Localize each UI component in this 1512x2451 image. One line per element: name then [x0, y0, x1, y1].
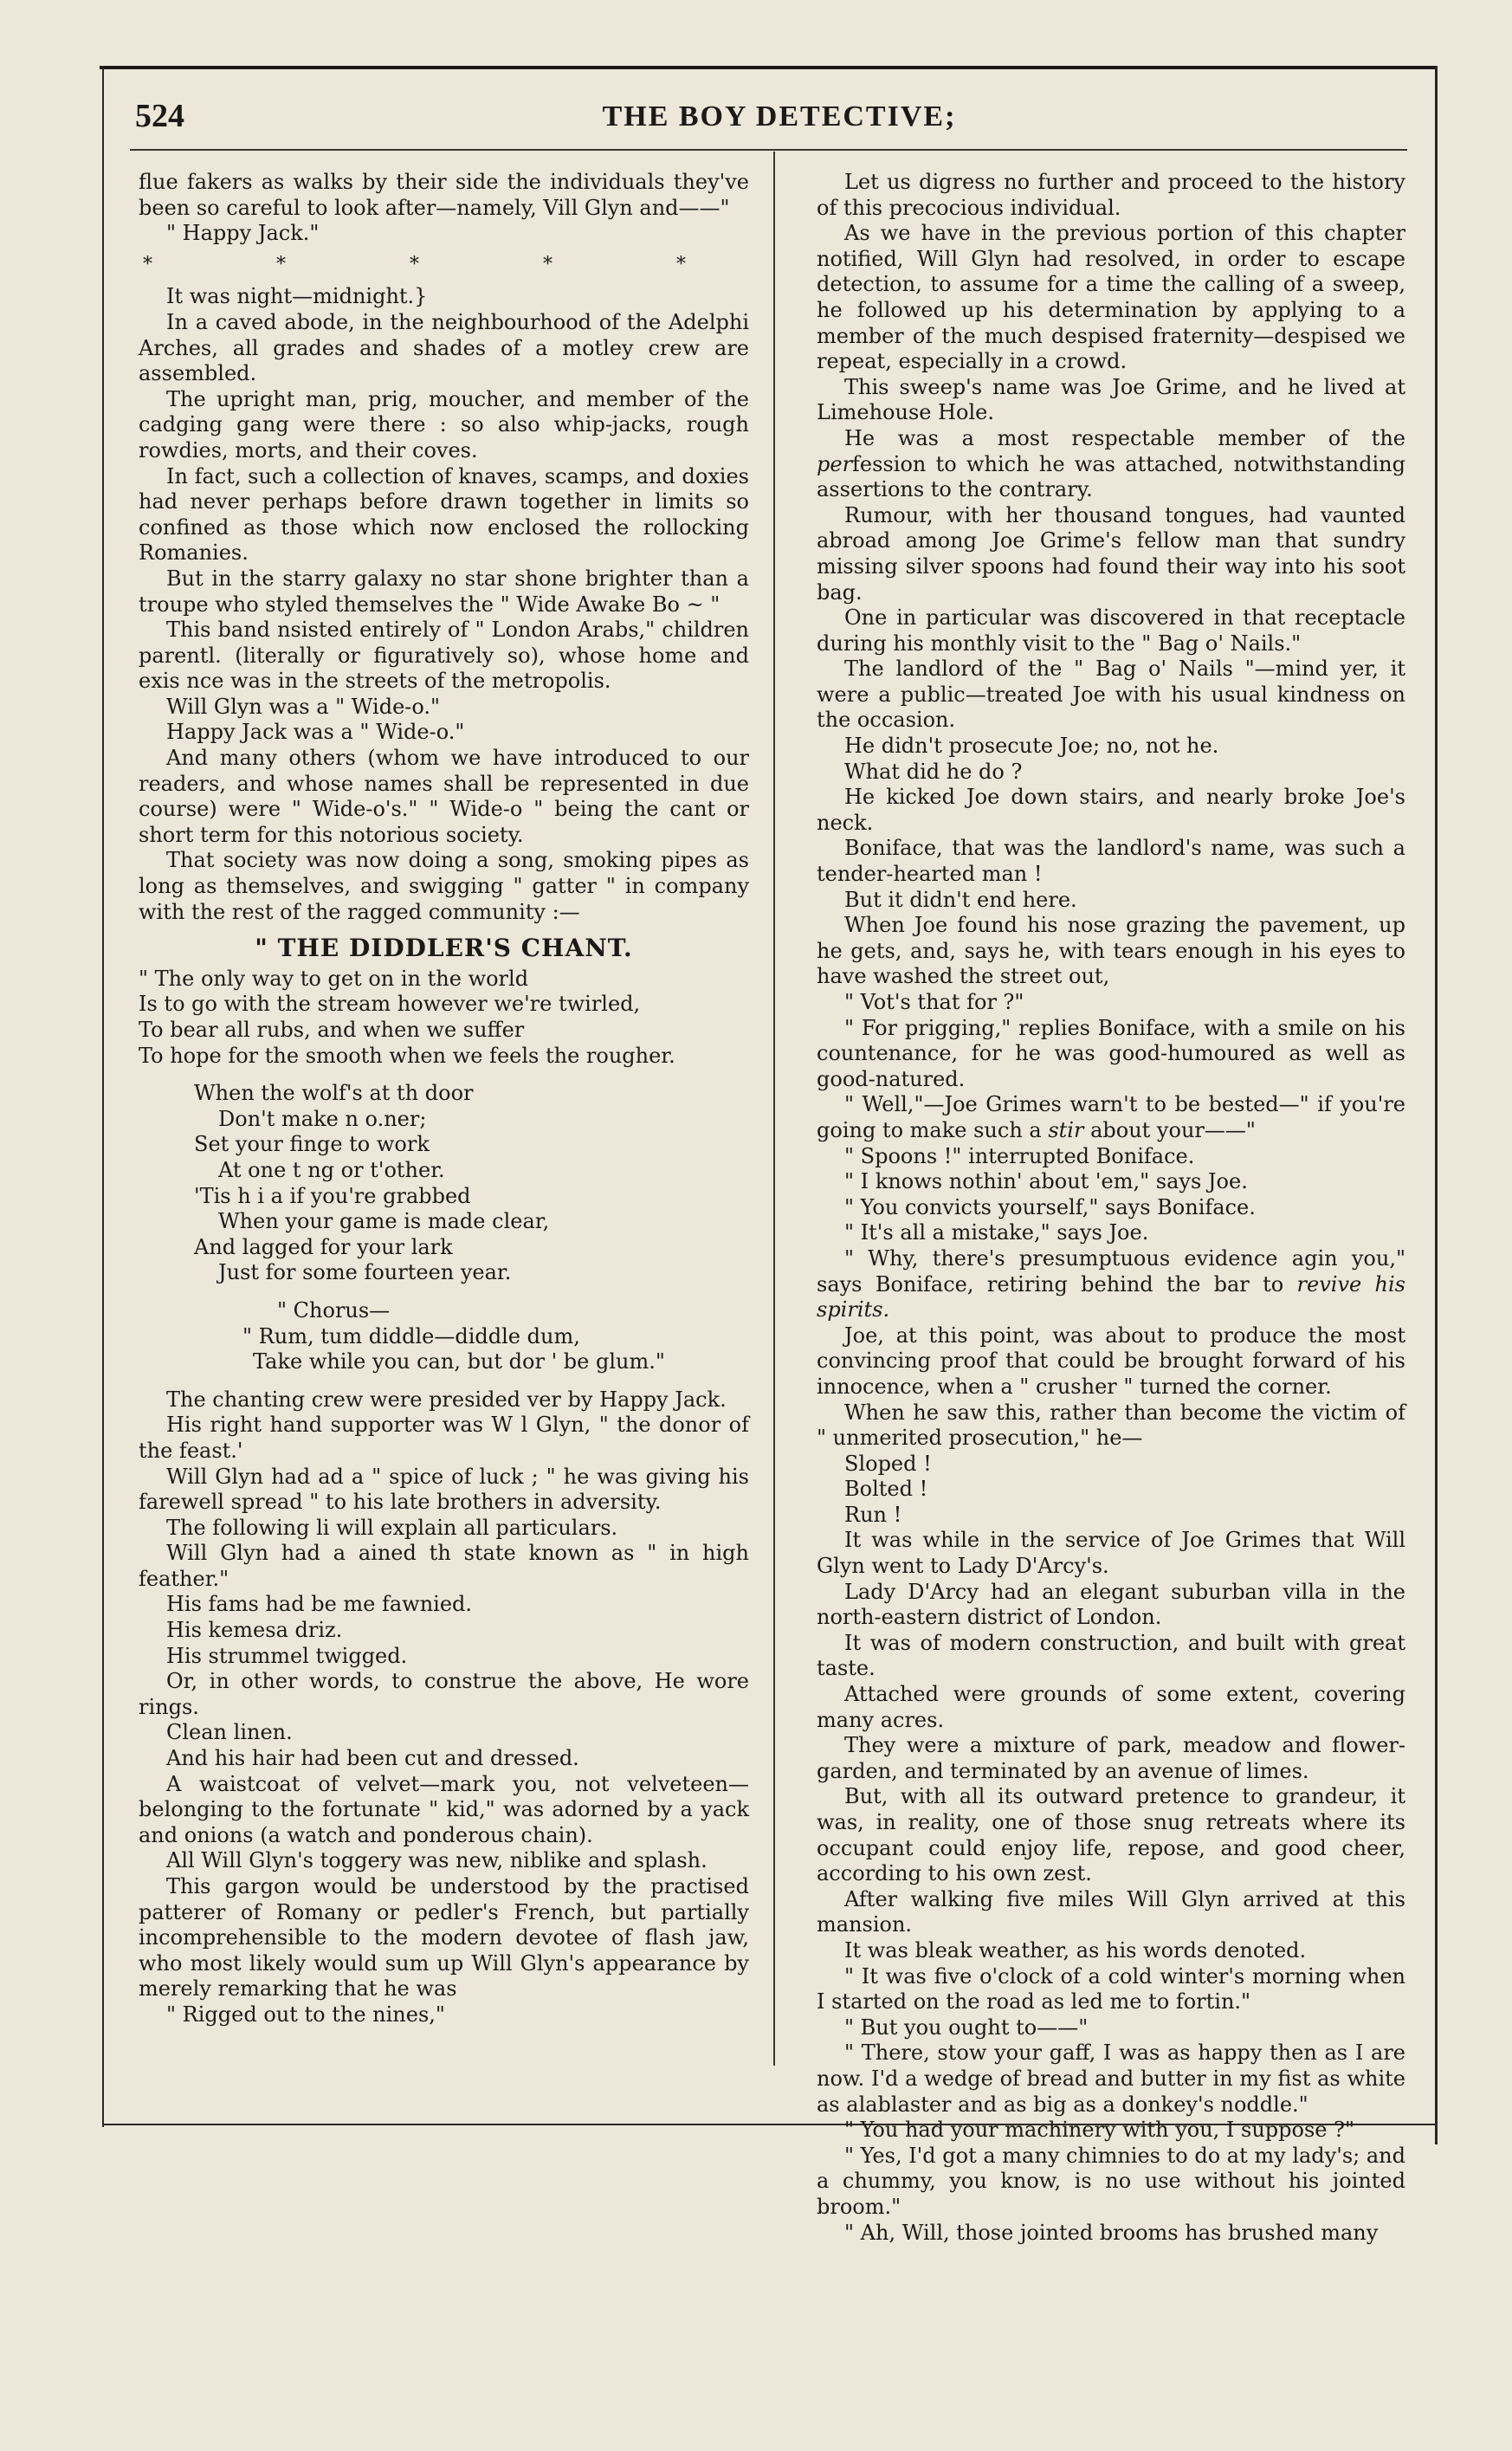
verse-line: Take while you can, but dor ' be glum."	[253, 1349, 665, 1374]
verse-line: 'Tis h i a if you're grabbed	[194, 1183, 471, 1208]
header-rule	[130, 149, 1407, 151]
paragraph: He kicked Joe down stairs, and nearly broke Joe's neck.	[817, 785, 1405, 835]
paragraph: His fams had be me fawnied.	[166, 1592, 473, 1617]
paragraph: Boniface, that was the landlord's name, was such a tender-hearted man !	[817, 836, 1405, 887]
italic-run: per	[817, 451, 853, 476]
paragraph: " There, stow your gaff, I was as happy then as I are now. I'd a wedge of bread and butter in my fist as white as alablaster and as big as a donkey's noddle."	[817, 2040, 1405, 2117]
paragraph: It was while in the service of Joe Grimes that Will Glyn went to Lady D'Arcy's.	[817, 1528, 1405, 1579]
paragraph: " But you ought to——"	[844, 2014, 1089, 2040]
song-title: " THE DIDDLER'S CHANT.	[255, 934, 633, 963]
paragraph: " Spoons !" interrupted Boniface.	[844, 1143, 1195, 1168]
paragraph: As we have in the previous portion of this chapter notified, Will Glyn had resolved, in order to escape detection, to assume for a time the calling of a sweep, he followed up his determination by applying to a member of the much despised fraternity—despised we repeat, especially in a crowd.	[817, 221, 1405, 374]
paragraph: " For prigging," replies Boniface, with a smile on his countenance, for he was good-humoured as well as good-natured.	[817, 1015, 1405, 1091]
verse-line: " Rum, tum diddle—diddle dum,	[242, 1323, 580, 1348]
left-column	[139, 170, 749, 2028]
verse-line: " Chorus—	[277, 1297, 391, 1323]
verse-line: Is to go with the stream however we're twirled,	[139, 992, 641, 1017]
paragraph: " You had your machinery with you, I suppose ?"	[844, 2118, 1355, 2143]
paragraph: It was of modern construction, and built with great taste.	[817, 1630, 1405, 1681]
page-number: 524	[135, 98, 184, 134]
paragraph: Will Glyn had a ained th state known as " in high feather."	[139, 1541, 749, 1591]
verse-line: When the wolf's at th door	[194, 1081, 474, 1106]
paragraph	[817, 426, 1405, 503]
text-run: about your——"	[1083, 1117, 1256, 1142]
paragraph: This band nsisted entirely of " London Arabs," children parentl. (literally or figuratively so), whose home and exis nce was in the streets of the metropolis.	[139, 618, 749, 694]
paragraph: When he saw this, rather than become the victim of " unmerited prosecution," he—	[817, 1400, 1405, 1451]
paragraph: And many others (whom we have introduced to our readers, and whose names shall be represented in due course) were " Wide-o's." " Wide-o " being the cant or short term for this notorious society.	[139, 746, 749, 847]
verse-line: Don't make n o.ner;	[218, 1106, 427, 1131]
page-top-rule	[100, 66, 1438, 69]
page-left-rule	[102, 66, 104, 2127]
paragraph: Let us digress no further and proceed to the history of this precocious individual.	[817, 170, 1405, 220]
paragraph: " Ah, Will, those jointed brooms has brushed many	[844, 2220, 1379, 2245]
paragraph: Run !	[844, 1502, 902, 1527]
verse-line: And lagged for your lark	[194, 1234, 453, 1259]
paragraph: In fact, such a collection of knaves, scamps, and doxies had never perhaps before drawn together in limits so confined as those which now enclosed the rollocking Romanies.	[139, 463, 749, 566]
paragraph: Attached were grounds of some extent, covering many acres.	[817, 1682, 1405, 1732]
paragraph: The landlord of the " Bag o' Nails "—mind yer, it were a public—treated Joe with his usual kindness on the occasion.	[817, 656, 1405, 733]
paragraph: Will Glyn had ad a " spice of luck ; " he was giving his farewell spread " to his late brothers in adversity.	[139, 1464, 749, 1515]
verse-line: At one t ng or t'other.	[218, 1157, 445, 1182]
paragraph: A waistcoat of velvet—mark you, not velveteen—belonging to the fortunate " kid," was adorned by a yack and onions (a watch and ponderous chain).	[139, 1771, 749, 1847]
right-column	[817, 170, 1405, 2246]
paragraph: After walking five miles Will Glyn arrived at this mansion.	[817, 1886, 1405, 1937]
paragraph: It was bleak weather, as his words denoted.	[844, 1937, 1307, 1963]
paragraph: The upright man, prig, moucher, and member of the cadging gang were there : so also whip-jacks, rough rowdies, morts, and their coves.	[139, 386, 749, 462]
paragraph: That society was now doing a song, smoking pipes as long as themselves, and swigging " gatter " in company with the rest of the ragged community :—	[139, 848, 749, 924]
paragraph: This gargon would be understood by the practised patterer of Romany or pedler's French, but partially incomprehensible to the modern devotee of flash jaw, who most likely would sum up Will Glyn's appearance by merely remarking that he was	[139, 1874, 749, 2002]
paragraph: One in particular was discovered in that receptacle during his monthly visit to the " Bag o' Nails."	[817, 605, 1405, 656]
verse-line: To bear all rubs, and when we suffer	[139, 1018, 525, 1042]
paragraph: Will Glyn was a " Wide-o."	[166, 694, 441, 719]
paragraph: But in the starry galaxy no star shone brighter than a troupe who styled themselves the " Wide Awake Bo ~ "	[139, 566, 749, 617]
paragraph: Or, in other words, to construe the above, He wore rings.	[139, 1669, 749, 1719]
paragraph: But it didn't end here.	[844, 887, 1077, 912]
paragraph: He didn't prosecute Joe; no, not he.	[844, 734, 1219, 759]
text-run: " Why, there's presumptuous evidence agin you," says Boniface, retiring behind the bar to	[817, 1245, 1405, 1297]
paragraph: When Joe found his nose grazing the pavement, up he gets, and, says he, with tears enough in his eyes to have washed the street out,	[817, 913, 1405, 989]
verse-line: Just for some fourteen year.	[218, 1260, 512, 1285]
paragraph: Happy Jack was a " Wide-o."	[166, 720, 465, 745]
verse-line: To hope for the smooth when we feels the rougher.	[139, 1043, 675, 1068]
italic-run: stir	[1048, 1117, 1084, 1142]
paragraph: Lady D'Arcy had an elegant suburban villa in the north-eastern district of London.	[817, 1579, 1405, 1630]
paragraph	[817, 1092, 1405, 1143]
paragraph: What did he do ?	[844, 759, 1023, 784]
text-run: fession to which he was attached, notwithstanding assertions to the contrary.	[817, 451, 1405, 502]
text-run: He was a most respectable member of the	[844, 425, 1405, 450]
paragraph: All Will Glyn's toggery was new, niblike and splash.	[166, 1848, 708, 1873]
paragraph: They were a mixture of park, meadow and flower-garden, and terminated by an avenue of limes.	[817, 1733, 1405, 1783]
paragraph: Clean linen.	[166, 1720, 293, 1745]
paragraph: " Yes, I'd got a many chimnies to do at my lady's; and a chummy, you know, is no use without his jointed broom."	[817, 2143, 1405, 2219]
paragraph: " It was five o'clock of a cold winter's morning when I started on the road as led me to fortin."	[817, 1963, 1405, 2014]
paragraph: " I knows nothin' about 'em," says Joe.	[844, 1169, 1248, 1194]
paragraph: flue fakers as walks by their side the individuals they've been so careful to look after—namely, Vill Glyn and——"	[139, 170, 749, 220]
paragraph: Sloped !	[844, 1451, 932, 1476]
paragraph: Joe, at this point, was about to produce the most convincing proof that could be brought forward of his innocence, when a " crusher " turned the corner.	[817, 1323, 1405, 1399]
column-divider	[773, 152, 775, 2066]
paragraph: Bolted !	[844, 1477, 928, 1502]
paragraph: His right hand supporter was W l Glyn, " the donor of the feast.'	[139, 1413, 749, 1463]
paragraph: This sweep's name was Joe Grime, and he lived at Limehouse Hole.	[817, 374, 1405, 425]
paragraph: " It's all a mistake," says Joe.	[844, 1220, 1149, 1245]
running-title: THE BOY DETECTIVE;	[602, 100, 957, 133]
paragraph: " You convicts yourself," says Boniface.	[844, 1194, 1256, 1219]
verse-line: When your game is made clear,	[218, 1209, 550, 1234]
paragraph: In a caved abode, in the neighbourhood of the Adelphi Arches, all grades and shades of a motley crew are assembled.	[139, 309, 749, 386]
paragraph: " Rigged out to the nines,"	[166, 2002, 445, 2027]
page-right-rule	[1435, 66, 1438, 2144]
paragraph: The chanting crew were presided ver by Happy Jack.	[166, 1387, 727, 1412]
paragraph: " Happy Jack."	[166, 221, 320, 246]
paragraph: But, with all its outward pretence to grandeur, it was, in reality, one of those snug retreats where its occupant could enjoy life, repose, and good cheer, according to his own zest.	[817, 1784, 1405, 1886]
text-run: " Well,"—Joe Grimes warn't to be bested—" if you're going to make such a	[817, 1092, 1405, 1142]
paragraph	[817, 1246, 1405, 1323]
paragraph: His kemesa driz.	[166, 1618, 343, 1643]
paragraph: Rumour, with her thousand tongues, had vaunted abroad among Joe Grime's fellow man that sundry missing silver spoons had found their way into his soot bag.	[817, 502, 1405, 605]
paragraph: The following li will explain all particulars.	[166, 1515, 618, 1540]
verse-line: " The only way to get on in the world	[139, 966, 529, 991]
italic-run: revive his spirits.	[817, 1271, 1405, 1323]
section-break-stars: * * * * *	[143, 253, 745, 275]
paragraph: It was night—midnight.}	[166, 284, 428, 309]
paragraph: " Vot's that for ?"	[844, 990, 1024, 1014]
paragraph: His strummel twigged.	[166, 1643, 408, 1668]
paragraph: And his hair had been cut and dressed.	[166, 1746, 579, 1771]
verse-line: Set your finge to work	[194, 1132, 430, 1157]
